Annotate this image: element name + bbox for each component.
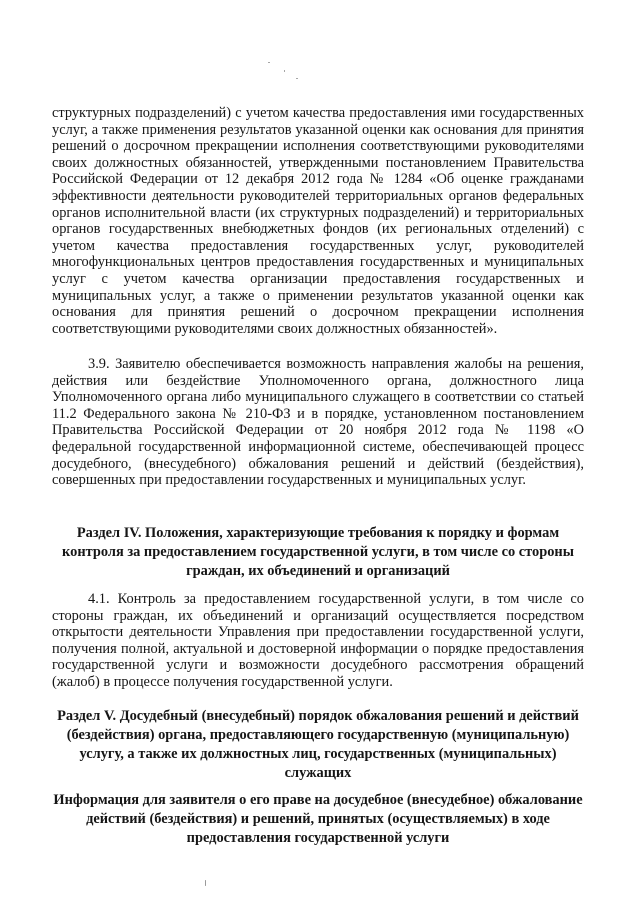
paragraph-continuation: структурных подразделений) с учетом качества предоставления ими государственных услуг, а также применения результатов указанной оценки как основания для принятия решений о досрочном прекращении исполнения соответствующими руководителями своих должностных обязанностей, утвержденными постановлением Правительства Российской Федерации от 12 декабря 2012 года № 1284 «Об оценке гражданами эффективности деятельности руководителей территориальных органов федеральных органов исполнительной власти (их структурных подразделений) и территориальных органов государственных внебюджетных фондов (их региональных отделений) с учетом качества предоставления государственных услуг, руководителей многофункциональных центров предоставления государственных и муниципальных услуг с учетом качества организации предоставления государственных и муниципальных услуг, а также о применении результатов указанной оценки как основания для принятия решений о досрочном прекращении исполнения соответствующими руководителями своих должностных обязанностей». xyxy=(52,105,584,337)
scan-speck xyxy=(205,880,206,886)
section-4-heading: Раздел IV. Положения, характеризующие требования к порядку и формам контроля за предоставлением государственной услуги, в том числе со стороны граждан, их объединений и организаций xyxy=(62,525,574,579)
scan-speck xyxy=(268,62,270,63)
scan-speck xyxy=(284,70,285,72)
info-heading: Информация для заявителя о его праве на досудебное (внесудебное) обжалование действий (бездействия) и решений, принятых (осуществляемых) в ходе предоставления государственной услуги xyxy=(53,792,583,846)
scan-speck xyxy=(296,78,298,79)
paragraph-3-9: 3.9. Заявителю обеспечивается возможность направления жалобы на решения, действия или бездействие Уполномоченного органа, должностного лица Уполномоченного органа либо муниципального служащего в соответствии со статьей 11.2 Федерального закона № 210-ФЗ и в порядке, установленном постановлением Правительства Российской Федерации от 20 ноября 2012 года № 1198 «О федеральной государственной информационной системе, обеспечивающей процесс досудебного, (внесудебного) обжалования решений и действий (бездействия), совершенных при предоставлении государственных и муниципальных услуг. xyxy=(52,356,584,489)
paragraph-4-1: 4.1. Контроль за предоставлением государственной услуги, в том числе со стороны граждан, их объединений и организаций осуществляется посредством открытости деятельности Управления при предоставлении государственной услуги, получения полной, актуальной и достоверной информации о порядке предоставления государственной услуги и возможности досудебного рассмотрения обращений (жалоб) в процессе получения государственной услуги. xyxy=(52,591,584,690)
section-5-heading: Раздел V. Досудебный (внесудебный) порядок обжалования решений и действий (бездействия) органа, предоставляющего государственную (муниципальную) услугу, а также их должностных лиц, государственных (муниципальных) служащих xyxy=(57,708,579,781)
